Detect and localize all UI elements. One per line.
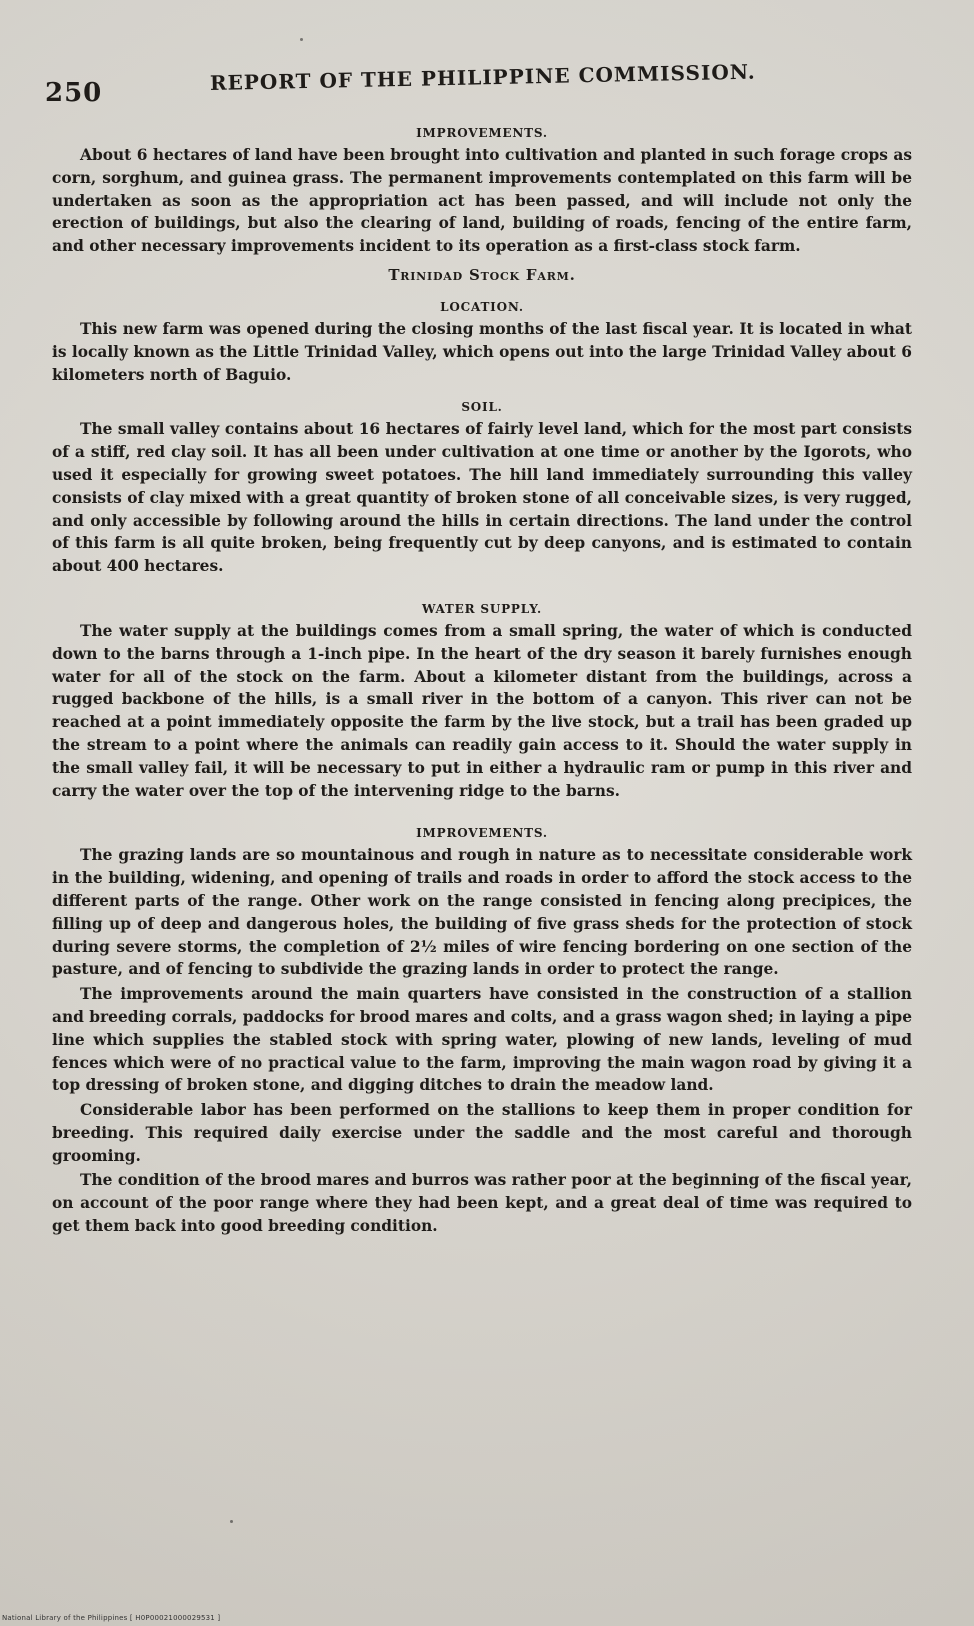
page-header [45, 59, 756, 108]
section-heading-trinidad-stock-farm: Trinidad Stock Farm. [388, 265, 576, 284]
body-paragraph: The small valley contains about 16 hectares of fairly level land, which for the most part consists of a stiff, red clay soil. It has all been under cultivation at one time or another by the Igorots, who used it especially for growing sweet potatoes. The hill land immediately surrounding this valley consists of clay mixed with a great quantity of broken stone of all conceivable sizes, is very rugged, and only accessible by following around the hills in certain directions. The land under the control of this farm is all quite broken, being frequently cut by deep canyons, and is estimated to contain about 400 hectares. [52, 420, 912, 576]
body-paragraph: The improvements around the main quarters have consisted in the construction of a stallion and breeding corrals, paddocks for brood mares and colts, and a grass wagon shed; in laying a pipe line which supplies the stabled stock with spring water, plowing of new lands, leveling of mud fences which were of no practical value to the farm, improving the main wagon road by giving it a top dressing of broken stone, and digging ditches to drain the meadow land. [52, 985, 912, 1095]
section-heading-improvements: IMPROVEMENTS. [416, 126, 548, 140]
running-head: REPORT OF THE PHILIPPINE COMMISSION. [209, 59, 756, 95]
section-heading-water-supply: WATER SUPPLY. [421, 601, 543, 616]
body-paragraph: Considerable labor has been performed on the stallions to keep them in proper condition for breeding. This required daily exercise under the saddle and the most careful and thorough grooming. [52, 1101, 912, 1165]
page-number: 250 [45, 78, 103, 108]
body-paragraph: The water supply at the buildings comes from a small spring, the water of which is conducted down to the barns through a 1-inch pipe. In the heart of the dry season it barely furnishes enough water for all of the stock on the farm. About a kilometer distant from the buildings, across a rugged backbone of the hills, is a small river in the bottom of a canyon. This river can not be reached at a point immediately opposite the farm by the live stock, but a trail has been graded up the stream to a point where the animals can readily gain access to it. Should the water supply in the small valley fail, it will be necessary to put in either a hydraulic ram or pump in this river and carry the water over the top of the intervening ridge to the barns. [52, 621, 912, 800]
page-speck [230, 1520, 233, 1523]
body-paragraph: This new farm was opened during the closing months of the last fiscal year. It is located in what is locally known as the Little Trinidad Valley, which opens out into the large Trinidad Valley about 6 kilometers north of Baguio. [52, 319, 912, 384]
page-content [52, 122, 912, 1240]
body-paragraph: About 6 hectares of land have been brought into cultivation and planted in such forage crops as corn, sorghum, and guinea grass. The permanent improvements contemplated on this farm will be undertaken as soon as the appropriation act has been passed, and will include not only the erection of buildings, but also the clearing of land, building of roads, fencing of the entire farm, and other necessary improvements incident to its operation as a first-class stock farm. [52, 146, 912, 256]
section-heading-improvements-2: IMPROVEMENTS. [416, 826, 548, 841]
page-speck [300, 38, 303, 41]
body-paragraph: The condition of the brood mares and burros was rather poor at the beginning of the fiscal year, on account of the poor range where they had been kept, and a great deal of time was required to get them back into good breeding condition. [52, 1171, 912, 1236]
section-heading-soil: SOIL. [461, 400, 503, 415]
section-heading-location: LOCATION. [440, 299, 524, 314]
scan-credit: National Library of the Philippines [ H0P00021000029531 ] [2, 1614, 221, 1622]
body-paragraph: The grazing lands are so mountainous and rough in nature as to necessitate considerable work in the building, widening, and opening of trails and roads in order to afford the stock access to the different parts of the range. Other work on the range consisted in fencing along precipices, the filling up of deep and dangerous holes, the building of five grass sheds for the protection of stock during severe storms, the completion of 2½ miles of wire fencing bordering on one section of the pasture, and of fencing to subdivide the grazing lands in order to protect the range. [52, 846, 912, 979]
